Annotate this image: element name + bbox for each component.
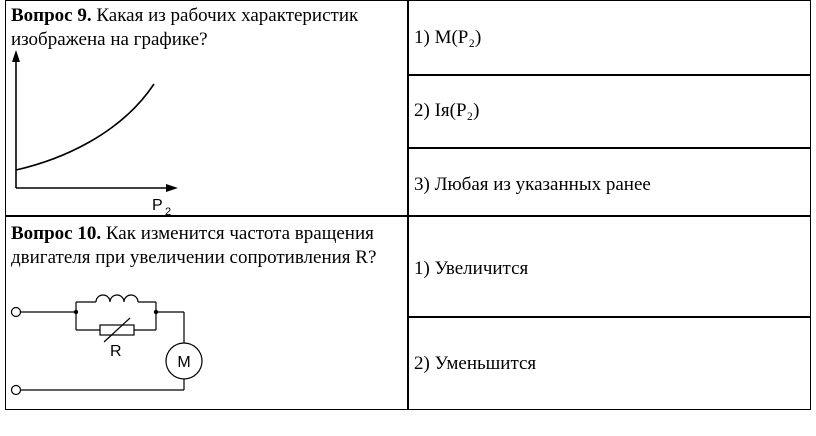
terminal-bottom (12, 386, 21, 395)
characteristic-graph (0, 0, 400, 220)
question-9-label: Вопрос 9. (11, 5, 92, 26)
answer-divider (407, 316, 810, 318)
x-axis-label: P (152, 197, 163, 214)
question-10-label: Вопрос 10. (11, 223, 102, 244)
characteristic-curve (16, 84, 154, 170)
column-divider (407, 1, 409, 409)
q9-answer-2[interactable]: 2) Iя(Р₂) (414, 100, 480, 121)
question-10-text (11, 222, 401, 270)
question-9-body: Какая из рабочих характеристик изображена на графике? (11, 5, 359, 50)
question-10-body: Как изменится частота вращения двигателя при увеличении сопротивления R? (11, 223, 377, 268)
motor-label: M (177, 354, 191, 371)
inductor-coil (96, 295, 138, 302)
circuit-diagram (0, 290, 400, 410)
x-axis-arrow (166, 184, 178, 192)
resistor-label: R (110, 343, 122, 360)
answer-divider (407, 74, 810, 76)
q10-answer-2[interactable]: 2) Уменьшится (414, 353, 537, 374)
answer-divider (407, 147, 810, 149)
x-axis-label-subscript: 2 (165, 206, 172, 218)
q9-answer-3[interactable]: 3) Любая из указанных ранее (414, 174, 651, 195)
q10-answer-1[interactable]: 1) Увеличится (414, 258, 529, 279)
q9-answer-1[interactable]: 1) М(Р₂) (414, 27, 482, 48)
terminal-top (12, 308, 21, 317)
y-axis-arrow (12, 50, 20, 62)
